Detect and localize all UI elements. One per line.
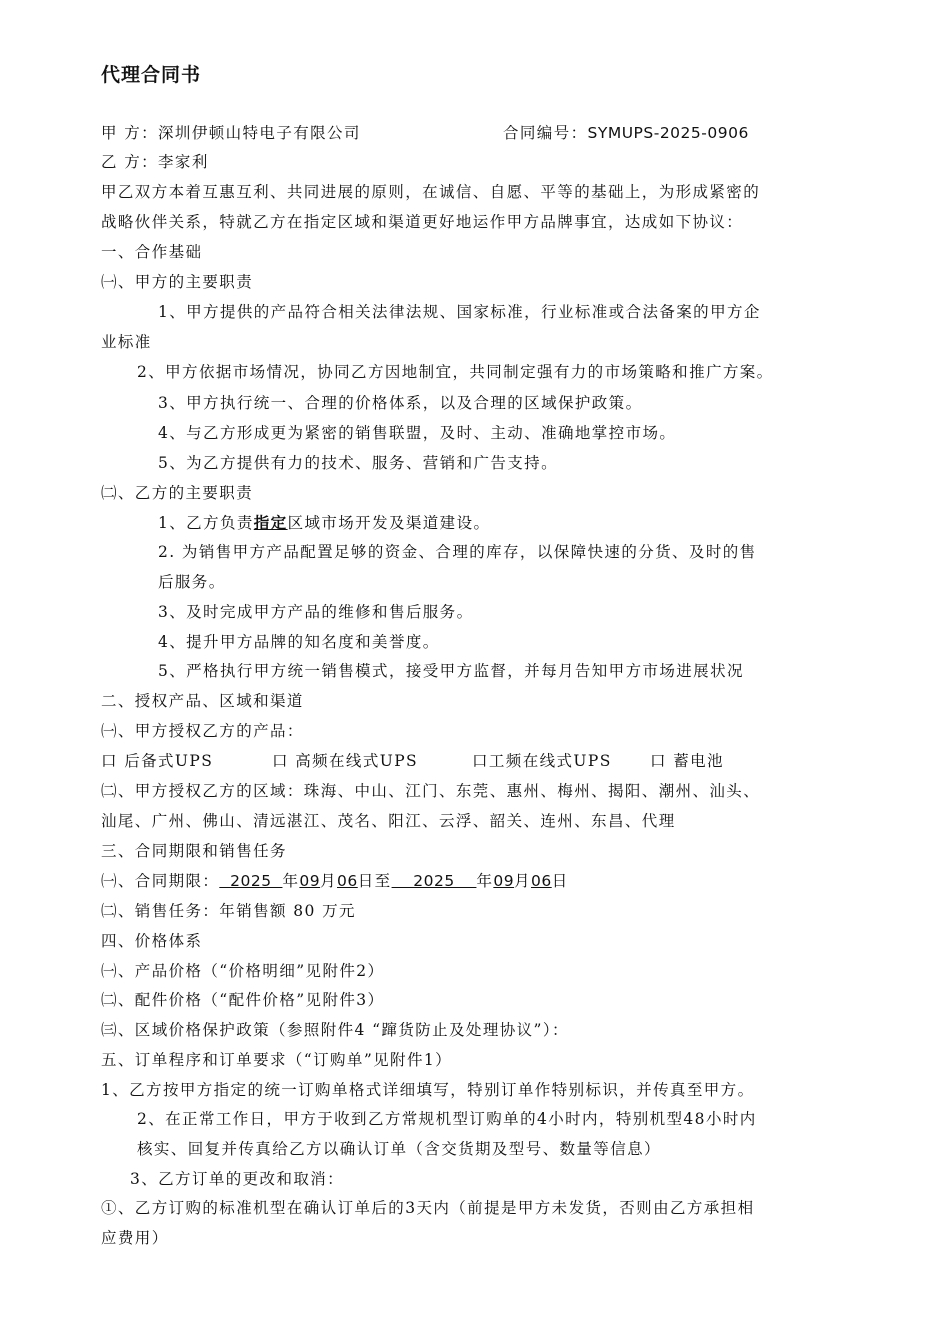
clause-text: 1、乙方负责 (158, 514, 254, 532)
clause-line: 5、严格执行甲方统一销售模式，接受甲方监督，并每月告知甲方市场进展状况 (158, 662, 744, 680)
clause-line: 应费用） (101, 1229, 169, 1247)
term-year-unit: 年 (476, 872, 494, 890)
term-end-month: 09 (493, 872, 515, 890)
party-b-name: 李家利 (158, 153, 209, 171)
clause-line: 4、提升甲方品牌的知名度和美誉度。 (158, 633, 440, 651)
section-heading: 五、订单程序和订单要求（“订购单”见附件1） (101, 1051, 453, 1069)
section-heading: 二、授权产品、区域和渠道 (101, 692, 304, 710)
party-a-line (101, 122, 361, 144)
term-month-unit: 月 (514, 872, 531, 890)
section-heading: 四、价格体系 (101, 932, 203, 950)
page-title: 代理合同书 (101, 64, 202, 86)
clause-line: 2. 为销售甲方产品配置足够的资金、合理的库存，以保障快速的分货、及时的售 (158, 543, 757, 561)
clause-line: 3、乙方订单的更改和取消： (130, 1170, 345, 1188)
intro-paragraph-line: 甲乙双方本着互惠互利、共同进展的原则，在诚信、自愿、平等的基础上，为形成紧密的 (101, 183, 761, 201)
term-to: 日至 (357, 872, 392, 890)
subsection-heading: ㈠、甲方的主要职责 (101, 273, 254, 291)
sales-target-line: ㈡、销售任务：年销售额 80 万元 (101, 902, 356, 920)
clause-line: 后服务。 (158, 573, 226, 591)
contract-number (503, 122, 749, 144)
clause-line: 2、甲方依据市场情况，协同乙方因地制宜，共同制定强有力的市场策略和推广方案。 (137, 363, 774, 381)
clause-line: 2、在正常工作日，甲方于收到乙方常规机型订购单的4小时内，特别机型48小时内 (137, 1110, 757, 1128)
product-option: 口 高频在线式UPS (272, 752, 419, 770)
contract-number-label: 合同编号： (503, 124, 588, 142)
subsection-heading: ㈢、区域价格保护政策（参照附件4 “蹿货防止及处理协议”）： (101, 1021, 569, 1039)
clause-text: 区域市场开发及渠道建设。 (287, 514, 491, 532)
term-day-unit: 日 (551, 872, 569, 890)
term-start-day: 06 (337, 872, 358, 890)
subsection-heading: ㈠、甲方授权乙方的产品： (101, 722, 304, 740)
clause-line: 核实、回复并传真给乙方以确认订单（含交货期及型号、数量等信息） (137, 1140, 661, 1158)
term-start-month: 09 (299, 872, 321, 890)
term-start-year: 2025 (219, 872, 283, 890)
term-end-day: 06 (530, 872, 552, 890)
subsection-heading: ㈡、乙方的主要职责 (101, 484, 254, 502)
product-option: 口 蓄电池 (650, 752, 724, 770)
clause-line: 5、为乙方提供有力的技术、服务、营销和广告支持。 (158, 454, 558, 472)
term-label: ㈠、合同期限： (101, 872, 220, 890)
party-a-name: 深圳伊顿山特电子有限公司 (158, 124, 361, 142)
term-month-unit: 月 (320, 872, 338, 890)
clause-line: 1、乙方按甲方指定的统一订购单格式详细填写，特别订单作特别标识，并传真至甲方。 (101, 1081, 755, 1099)
party-b-label: 乙 方： (101, 153, 159, 171)
clause-line: 1、甲方提供的产品符合相关法律法规、国家标准，行业标准或合法备案的甲方企 (158, 303, 761, 321)
region-line: ㈡、甲方授权乙方的区域：珠海、中山、江门、东莞、惠州、梅州、揭阳、潮州、汕头、 (101, 782, 761, 800)
contract-term-line (101, 870, 569, 892)
clause-line: ①、乙方订购的标准机型在确认订单后的3天内（前提是甲方未发货，否则由乙方承担相 (101, 1199, 755, 1217)
product-option: 口工频在线式UPS (472, 752, 612, 770)
clause-line: 3、及时完成甲方产品的维修和售后服务。 (158, 603, 474, 621)
party-a-label: 甲 方： (101, 124, 159, 142)
term-year-unit: 年 (282, 872, 300, 890)
section-heading: 一、合作基础 (101, 243, 203, 261)
region-line: 汕尾、广州、佛山、清远湛江、茂名、阳江、云浮、韶关、连州、东昌、代理 (101, 812, 676, 830)
subsection-heading: ㈠、产品价格（“价格明细”见附件2） (101, 962, 385, 980)
contract-number-value: SYMUPS-2025-0906 (587, 124, 749, 142)
party-b-line (101, 151, 209, 173)
section-heading: 三、合同期限和销售任务 (101, 842, 287, 860)
intro-paragraph-line: 战略伙伴关系，特就乙方在指定区域和渠道更好地运作甲方品牌事宜，达成如下协议： (101, 213, 744, 231)
term-end-year: 2025 (391, 872, 477, 890)
clause-line: 4、与乙方形成更为紧密的销售联盟，及时、主动、准确地掌控市场。 (158, 424, 677, 442)
clause-line: 3、甲方执行统一、合理的价格体系，以及合理的区域保护政策。 (158, 394, 643, 412)
product-option: 口 后备式UPS (101, 752, 214, 770)
clause-emphasis: 指定 (253, 513, 288, 532)
clause-line: 业标准 (101, 333, 152, 351)
subsection-heading: ㈡、配件价格（“配件价格”见附件3） (101, 991, 385, 1009)
clause-line (158, 512, 490, 534)
